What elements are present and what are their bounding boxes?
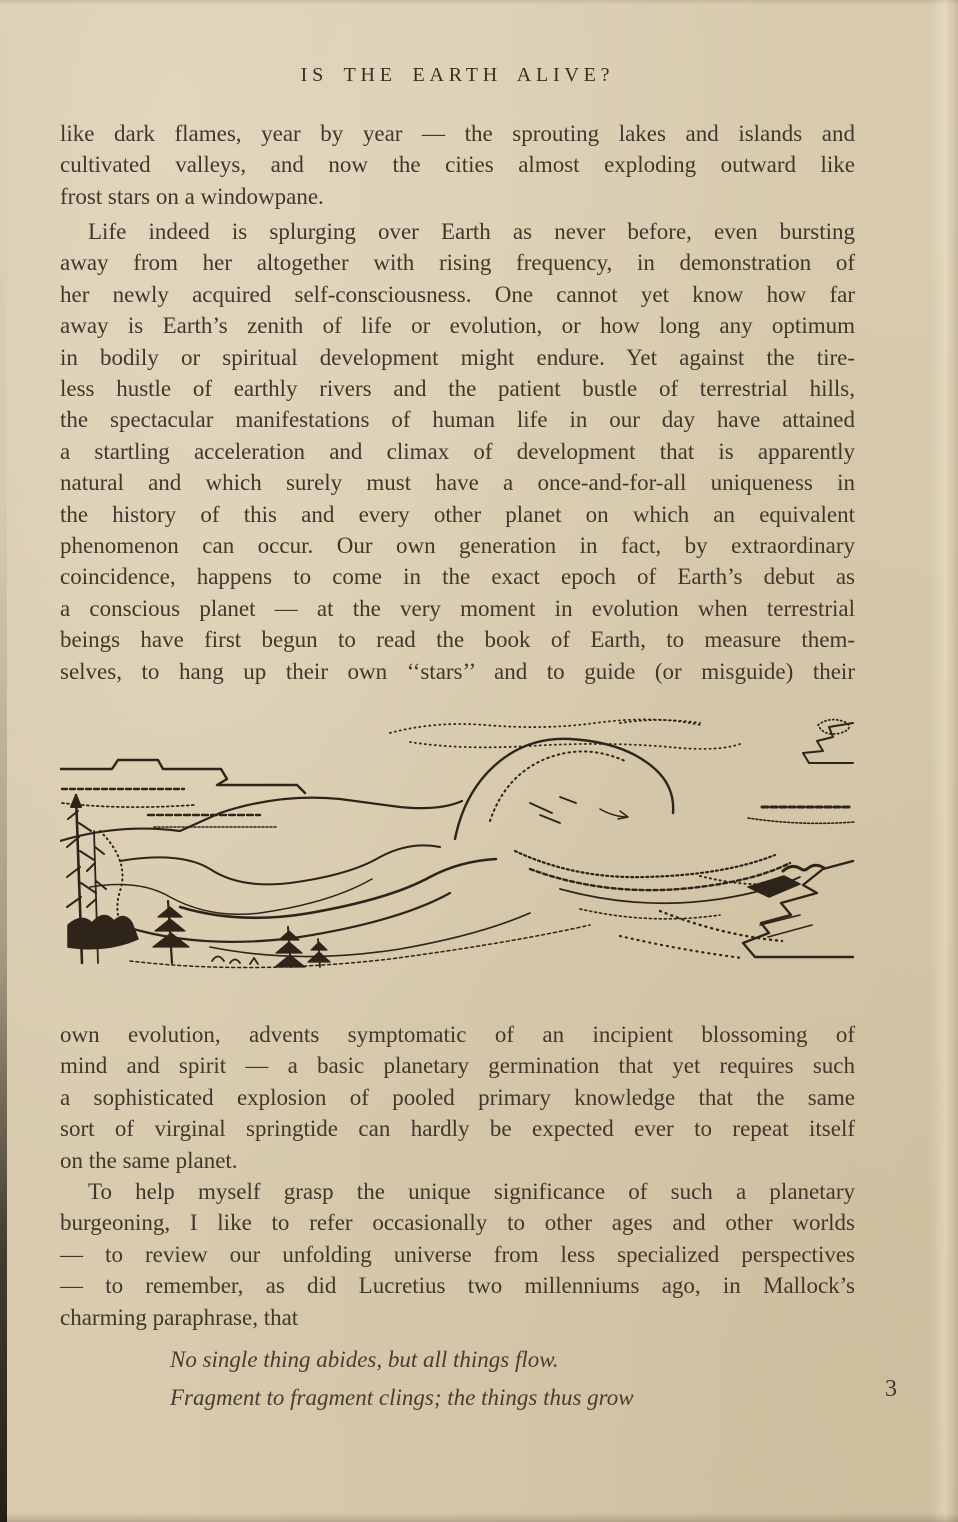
landscape-illustration [60, 710, 855, 974]
text-line: phenomenon can occur. Our own generation in fact, by extraordinary [60, 533, 855, 559]
text-line: natural and which surely must have a once-and-for-all uniqueness in [60, 470, 855, 496]
text-line: charming paraphrase, that [60, 1304, 299, 1330]
verse-quote [170, 1341, 810, 1417]
text-line: away from her altogether with rising frequency, in demonstration of [60, 250, 855, 276]
page-number: 3 [885, 1376, 897, 1402]
text-line: a sophisticated explosion of pooled primary knowledge that the same [60, 1084, 855, 1110]
text-line: beings have first begun to read the book of Earth, to measure them- [60, 627, 855, 653]
text-line: burgeoning, I like to refer occasionally to other ages and other worlds [60, 1210, 855, 1236]
text-line: away is Earth’s zenith of life or evolution, or how long any optimum [60, 313, 855, 339]
paragraph-2-after-figure [60, 1019, 855, 1176]
paragraph-1 [60, 118, 855, 212]
pine-trees [67, 795, 189, 963]
text-line: cultivated valleys, and now the cities almost exploding outward like [60, 152, 855, 178]
text-line: the history of this and every other planet on which an equivalent [60, 501, 855, 527]
page-edge-highlight-right [930, 0, 958, 1522]
page-edge-shadow-left [0, 0, 7, 1522]
text-line: mind and spirit — a basic planetary germination that yet requires such [60, 1053, 855, 1079]
text-line: — to review our unfolding universe from less specialized perspectives [60, 1241, 855, 1267]
quote-line: No single thing abides, but all things flow. [170, 1347, 559, 1372]
text-line: own evolution, advents symptomatic of an incipient blossoming of [60, 1022, 855, 1047]
text-line: less hustle of earthly rivers and the patient bustle of terrestrial hills, [60, 376, 855, 402]
paragraph-2-before-figure [60, 216, 855, 687]
illustration-svg [60, 710, 855, 974]
paragraph-3 [60, 1176, 855, 1333]
text-line: like dark flames, year by year — the sprouting lakes and islands and [60, 121, 855, 146]
left-mesa [60, 760, 462, 841]
cloud-stipple [390, 719, 849, 748]
page-edge-shadow-top [0, 0, 958, 5]
text-line: on the same planet. [60, 1147, 238, 1173]
text-line: in bodily or spiritual development might endure. Yet against the tire- [60, 344, 855, 370]
text-line: Life indeed is splurging over Earth as never before, even bursting [88, 219, 855, 244]
dome-hill [455, 739, 673, 839]
text-line: coincidence, happens to come in the exact epoch of Earth’s debut as [60, 564, 855, 590]
soaring-bird [783, 865, 824, 871]
running-head: IS THE EARTH ALIVE? [300, 64, 615, 86]
small-trees [212, 927, 330, 967]
right-cliffs [743, 723, 854, 957]
text-line: a conscious planet — at the very moment in evolution when terrestrial [60, 595, 855, 621]
text-line: frost stars on a windowpane. [60, 183, 324, 209]
text-line: To help myself grasp the unique significance of such a planetary [88, 1179, 855, 1204]
text-line: her newly acquired self-consciousness. One cannot yet know how far [60, 281, 855, 307]
text-line: a startling acceleration and climax of development that is apparently [60, 438, 855, 464]
text-line: — to remember, as did Lucretius two millenniums ago, in Mallock’s [60, 1273, 855, 1299]
text-line: selves, to hang up their own ‘‘stars’’ and to guide (or misguide) their [60, 658, 855, 684]
text-line: the spectacular manifestations of human life in our day have attained [60, 407, 855, 433]
page-edge-shadow-bottom [0, 1513, 958, 1522]
canyon-strata [515, 851, 800, 958]
text-line: sort of virginal springtide can hardly be expected ever to repeat itself [60, 1116, 855, 1142]
quote-line: Fragment to fragment clings; the things thus grow [170, 1385, 634, 1410]
